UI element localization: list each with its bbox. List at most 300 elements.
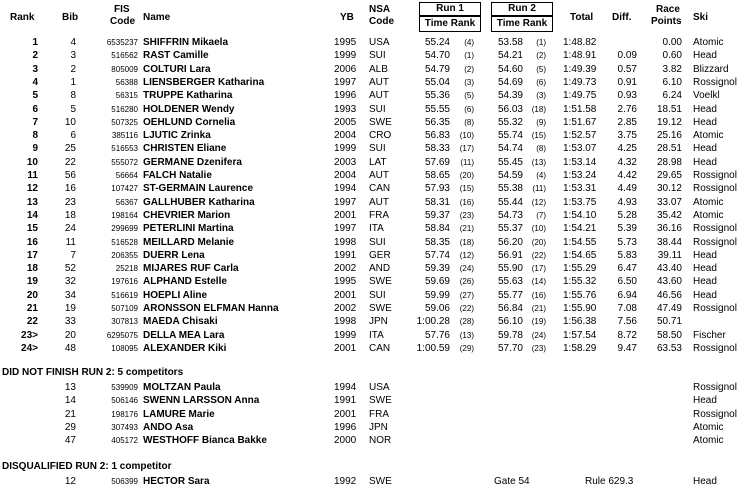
rank-cell: 23> [21,329,38,341]
run2-rank-cell: (14) [531,277,546,287]
race-points-cell: 28.98 [656,156,682,168]
diff-cell: 4.49 [617,183,637,195]
run1-rank-cell: (13) [459,330,474,340]
run1-time-cell: 59.37 [424,209,450,221]
dsq-row [0,475,737,488]
run1-time-cell: 56.35 [424,116,450,128]
year-birth-cell: 2005 [334,116,357,128]
dnf-row [0,394,737,407]
bib-cell: 48 [64,342,76,354]
ski-brand-cell: Rossignol [693,183,737,195]
athlete-name-cell: SHIFFRIN Mikaela [143,37,229,48]
run2-rank-cell: (3) [536,91,546,101]
run1-time-cell: 57.69 [424,156,450,168]
athlete-name-cell: PETERLINI Martina [143,223,234,235]
rank-cell: 17 [26,249,38,261]
athlete-name-cell: TRUPPE Katharina [143,90,233,102]
bib-cell: 3 [70,50,76,62]
total-time-cell: 1:48.91 [563,50,597,62]
fis-code-cell: 507109 [111,304,138,313]
total-time-cell: 1:51.58 [563,103,597,115]
bib-cell: 34 [64,289,76,301]
run2-time-cell: 55.77 [497,289,523,301]
run2-rank-cell: (8) [536,144,546,154]
total-time-cell: 1:53.07 [563,143,597,155]
race-points-cell: 19.12 [656,116,682,128]
run1-time-cell: 58.33 [424,143,450,155]
rank-cell: 13 [26,196,38,208]
diff-cell: 0.93 [617,90,637,102]
run2-rank-cell: (16) [531,290,546,300]
nsa-code-cell: SWE [369,303,392,314]
run1-rank-cell: (26) [459,277,474,287]
fis-code-cell: 25218 [115,264,138,274]
bib-cell: 25 [64,143,76,155]
run1-rank-cell: (11) [460,157,474,167]
diff-cell: 5.39 [617,223,637,235]
race-points-cell: 25.16 [656,130,682,142]
total-time-cell: 1:49.39 [563,63,597,75]
dnf-row [0,434,737,447]
nsa-code-cell: ITA [369,329,384,341]
header-diff: Diff. [612,12,632,23]
run2-time-cell: 55.90 [497,263,523,275]
race-points-cell: 18.51 [656,103,682,115]
race-points-cell: 50.71 [656,316,682,328]
nsa-code-cell: ALB [369,63,388,75]
fis-code-cell: 307493 [111,422,138,432]
run1-time-cell: 57.74 [424,249,450,261]
fis-code-cell: 539909 [111,383,138,392]
race-points-cell: 38.44 [656,236,682,248]
year-birth-cell: 1996 [334,421,357,433]
run2-time-cell: 54.21 [497,50,523,62]
header-fis: FIS [114,4,130,15]
dsq-rule-cell: Rule 629.3 [585,476,634,487]
fis-code-cell: 516562 [111,51,138,61]
bib-cell: 23 [64,196,76,208]
run1-rank-cell: (16) [459,197,474,207]
fis-code-cell: 506399 [111,477,138,486]
fis-code-cell: 198176 [111,409,138,419]
table-row [0,262,737,275]
run1-time-cell: 59.99 [424,289,450,301]
athlete-name-cell: ARONSSON ELFMAN Hanna [143,303,279,314]
nsa-code-cell: CAN [369,342,391,354]
diff-cell: 6.50 [617,276,637,288]
year-birth-cell: 2003 [334,156,357,168]
year-birth-cell: 1997 [334,196,357,208]
run2-time-cell: 55.32 [497,116,523,128]
year-birth-cell: 1997 [334,76,357,88]
header-nsa-code: Code [369,16,394,27]
table-row [0,196,737,209]
run2-rank-cell: (1) [536,38,546,47]
run2-time-cell: 55.45 [497,156,523,168]
run1-rank-cell: (4) [464,38,474,47]
year-birth-cell: 1991 [334,395,357,407]
run1-rank-cell: (21) [459,224,474,234]
year-birth-cell: 2001 [334,209,357,221]
athlete-name-cell: CHEVRIER Marion [143,209,231,221]
run2-rank-cell: (23) [531,343,546,353]
table-row [0,302,737,315]
run1-rank-cell: (17) [459,144,474,154]
run2-rank-cell: (22) [531,250,546,260]
bib-cell: 13 [64,382,76,393]
diff-cell: 0.91 [617,76,637,88]
bib-cell: 11 [65,236,76,248]
run2-time-cell: 56.03 [497,103,523,115]
table-row [0,63,737,76]
rank-cell: 24> [21,342,38,354]
run1-rank-cell: (18) [459,237,474,247]
nsa-code-cell: NOR [369,435,392,447]
race-points-cell: 58.50 [656,329,682,341]
ski-brand-cell: Head [693,476,717,487]
year-birth-cell: 2002 [334,303,357,314]
nsa-code-cell: AUT [369,196,389,208]
athlete-name-cell: ALEXANDER Kiki [143,342,227,354]
nsa-code-cell: JPN [369,316,388,328]
rank-cell: 22 [26,316,38,328]
rank-cell: 2 [32,50,38,62]
rank-cell: 9 [32,143,38,155]
table-row [0,89,737,102]
diff-cell: 8.72 [617,329,637,341]
diff-cell: 2.85 [617,116,637,128]
ski-brand-cell: Atomic [693,130,724,142]
year-birth-cell: 1994 [334,382,357,393]
dsq-section-title: DISQUALIFIED RUN 2: 1 competitor [2,461,172,472]
total-time-cell: 1:55.29 [563,263,597,275]
ski-brand-cell: Head [693,249,717,261]
fis-code-cell: 516553 [111,144,138,154]
nsa-code-cell: SUI [369,236,386,248]
run1-time-cell: 55.55 [424,103,450,115]
run2-time-cell: 54.69 [497,76,523,88]
nsa-code-cell: USA [369,382,390,393]
race-points-cell: 0.00 [662,37,682,48]
nsa-code-cell: USA [369,37,390,48]
race-points-cell: 35.42 [656,209,682,221]
run1-rank-cell: (3) [464,77,474,87]
table-row [0,342,737,355]
fis-code-cell: 108095 [111,343,138,353]
run2-time-cell: 56.10 [497,316,523,328]
table-row [0,249,737,262]
table-header [0,0,737,36]
run2-rank-cell: (4) [536,171,546,180]
fis-code-cell: 6295075 [106,330,138,340]
total-time-cell: 1:55.90 [563,303,597,314]
run1-time-cell: 55.24 [424,37,450,48]
header-run1-time-rank: Time Rank [424,18,476,29]
nsa-code-cell: ITA [369,223,384,235]
rank-cell: 15 [26,223,38,235]
run2-rank-cell: (10) [531,224,546,234]
bib-cell: 10 [64,116,76,128]
run2-rank-cell: (13) [531,157,546,167]
ski-brand-cell: Head [693,395,717,407]
fis-code-cell: 6535237 [106,38,138,47]
run1-rank-cell: (23) [459,210,474,220]
run2-time-cell: 56.84 [497,303,523,314]
ski-brand-cell: Head [693,143,717,155]
year-birth-cell: 1998 [334,316,357,328]
bib-cell: 52 [64,263,76,275]
fis-code-cell: 197616 [111,277,138,287]
athlete-name-cell: ST-GERMAIN Laurence [143,183,254,195]
athlete-name-cell: ALPHAND Estelle [143,276,227,288]
run2-time-cell: 56.91 [497,249,523,261]
bib-cell: 16 [64,183,76,195]
table-row [0,116,737,129]
fis-code-cell: 307813 [111,317,138,327]
year-birth-cell: 1995 [334,276,357,288]
diff-cell: 5.73 [617,236,637,248]
year-birth-cell: 1999 [334,50,357,62]
header-points: Points [651,16,682,27]
race-points-cell: 3.82 [662,63,682,75]
run1-time-cell: 56.83 [424,130,450,142]
total-time-cell: 1:48.82 [563,37,597,48]
fis-code-cell: 507325 [111,117,138,127]
run1-rank-cell: (1) [464,51,474,61]
ski-brand-cell: Head [693,289,717,301]
rank-cell: 18 [26,263,38,275]
bib-cell: 21 [64,408,76,420]
year-birth-cell: 1993 [334,103,357,115]
race-points-cell: 6.24 [662,90,682,102]
ski-brand-cell: Atomic [693,209,724,221]
run2-time-cell: 55.74 [497,130,523,142]
header-rank: Rank [10,12,35,23]
total-time-cell: 1:52.57 [563,130,597,142]
ski-brand-cell: Atomic [693,435,724,447]
year-birth-cell: 1992 [334,476,357,487]
run2-rank-cell: (17) [531,264,546,274]
nsa-code-cell: SWE [369,276,392,288]
diff-cell: 4.32 [617,156,637,168]
fis-code-cell: 405172 [111,436,138,446]
rank-cell: 20 [26,289,38,301]
table-row [0,236,737,249]
ski-brand-cell: Rossignol [693,223,737,235]
table-row [0,209,737,222]
table-row [0,129,737,142]
nsa-code-cell: SUI [369,289,386,301]
athlete-name-cell: LJUTIC Zrinka [143,130,211,142]
bib-cell: 14 [64,395,76,407]
nsa-code-cell: AUT [369,90,389,102]
table-row [0,275,737,288]
year-birth-cell: 1995 [334,37,357,48]
fis-code-cell: 299699 [111,224,138,234]
total-time-cell: 1:55.76 [563,289,597,301]
year-birth-cell: 1998 [334,236,357,248]
table-row [0,36,737,49]
fis-code-cell: 506146 [111,396,138,406]
run1-time-cell: 54.70 [424,50,450,62]
run1-time-cell: 1:00.59 [416,342,450,354]
year-birth-cell: 1996 [334,90,357,102]
bib-cell: 56 [64,170,76,181]
run1-rank-cell: (8) [464,117,474,127]
header-bib: Bib [62,12,79,23]
ski-brand-cell: Rossignol [693,170,737,181]
run1-time-cell: 57.76 [424,329,450,341]
fis-code-cell: 56367 [115,197,138,207]
run2-time-cell: 54.39 [497,90,523,102]
rank-cell: 1 [32,37,38,48]
bib-cell: 20 [64,329,76,341]
dnf-row [0,381,737,394]
ski-brand-cell: Head [693,103,717,115]
run2-rank-cell: (18) [531,104,546,114]
nsa-code-cell: SWE [369,476,392,487]
race-points-cell: 46.56 [656,289,682,301]
total-time-cell: 1:57.54 [563,329,597,341]
athlete-name-cell: SWENN LARSSON Anna [143,395,260,407]
rank-cell: 14 [26,209,38,221]
rank-cell: 16 [26,236,38,248]
run1-rank-cell: (24) [459,264,474,274]
table-row [0,289,737,302]
header-run1: Run 1 [436,3,464,14]
run1-time-cell: 55.04 [424,76,450,88]
header-yb: YB [340,12,354,23]
athlete-name-cell: MEILLARD Melanie [143,236,235,248]
bib-cell: 6 [70,130,76,142]
nsa-code-cell: SUI [369,143,386,155]
run2-rank-cell: (9) [536,117,546,127]
bib-cell: 4 [70,37,76,48]
run2-rank-cell: (7) [536,210,546,220]
bib-cell: 5 [70,103,76,115]
athlete-name-cell: LAMURE Marie [143,408,215,420]
run1-rank-cell: (28) [459,317,474,327]
total-time-cell: 1:49.73 [563,76,597,88]
total-time-cell: 1:54.55 [563,236,597,248]
run1-time-cell: 54.79 [424,63,450,75]
race-points-cell: 6.10 [662,76,682,88]
nsa-code-cell: AUT [369,170,389,181]
rank-cell: 19 [26,276,38,288]
run1-time-cell: 1:00.28 [416,316,450,328]
diff-cell: 5.28 [617,209,637,221]
athlete-name-cell: HOLDENER Wendy [143,103,235,115]
ski-brand-cell: Atomic [693,37,724,48]
run1-rank-cell: (2) [464,64,474,74]
fis-code-cell: 555072 [111,157,138,167]
bib-cell: 29 [64,421,76,433]
run1-rank-cell: (20) [459,171,474,180]
rank-cell: 4 [32,76,38,88]
header-nsa: NSA [369,4,391,15]
dnf-section-title: DID NOT FINISH RUN 2: 5 competitors [2,367,184,378]
run2-rank-cell: (15) [531,131,546,141]
table-row [0,103,737,116]
year-birth-cell: 2004 [334,130,357,142]
run1-time-cell: 55.36 [424,90,450,102]
run2-time-cell: 54.60 [497,63,523,75]
race-points-cell: 29.65 [656,170,682,181]
diff-cell: 7.56 [617,316,637,328]
nsa-code-cell: CRO [369,130,392,142]
table-row [0,222,737,235]
run1-rank-cell: (27) [459,290,474,300]
diff-cell: 4.42 [617,170,637,181]
bib-cell: 18 [64,209,76,221]
rank-cell: 7 [32,116,38,128]
ski-brand-cell: Head [693,276,717,288]
athlete-name-cell: OEHLUND Cornelia [143,116,236,128]
year-birth-cell: 2004 [334,170,357,181]
run1-rank-cell: (22) [459,304,474,313]
ski-brand-cell: Rossignol [693,382,737,393]
nsa-code-cell: GER [369,249,391,261]
header-run2-time-rank: Time Rank [496,18,548,29]
diff-cell: 2.76 [617,103,637,115]
rank-cell: 21 [26,303,38,314]
ski-brand-cell: Atomic [693,421,724,433]
nsa-code-cell: CAN [369,183,391,195]
diff-cell: 4.25 [617,143,637,155]
athlete-name-cell: MIJARES RUF Carla [143,263,239,275]
total-time-cell: 1:54.21 [563,223,597,235]
nsa-code-cell: SWE [369,395,392,407]
total-time-cell: 1:53.31 [563,183,597,195]
run1-rank-cell: (5) [464,91,474,101]
rank-cell: 10 [26,156,38,168]
race-points-cell: 0.60 [662,50,682,62]
athlete-name-cell: LIENSBERGER Katharina [143,76,265,88]
year-birth-cell: 1997 [334,223,357,235]
total-time-cell: 1:54.65 [563,249,597,261]
ski-brand-cell: Rossignol [693,76,737,88]
ski-brand-cell: Head [693,116,717,128]
run2-rank-cell: (6) [536,77,546,87]
bib-cell: 47 [64,435,76,447]
nsa-code-cell: SUI [369,50,386,62]
race-points-cell: 33.07 [656,196,682,208]
run2-time-cell: 55.37 [497,223,523,235]
athlete-name-cell: FALCH Natalie [143,170,212,181]
run2-time-cell: 56.20 [497,236,523,248]
fis-code-cell: 516280 [111,104,138,114]
bib-cell: 12 [64,476,76,487]
header-ski: Ski [693,12,709,23]
race-points-cell: 28.51 [656,143,682,155]
run2-time-cell: 55.38 [497,183,523,195]
total-time-cell: 1:53.14 [563,156,597,168]
nsa-code-cell: SWE [369,116,392,128]
bib-cell: 8 [70,90,76,102]
race-points-cell: 47.49 [656,303,682,314]
nsa-code-cell: FRA [369,209,389,221]
rank-cell: 6 [32,103,38,115]
rank-cell: 8 [32,130,38,142]
nsa-code-cell: SUI [369,103,386,115]
nsa-code-cell: AUT [369,76,389,88]
run1-rank-cell: (12) [459,250,474,260]
fis-code-cell: 385116 [111,131,138,141]
fis-code-cell: 56315 [115,91,138,101]
nsa-code-cell: LAT [369,156,387,168]
bib-cell: 32 [64,276,76,288]
athlete-name-cell: COLTURI Lara [143,63,211,75]
